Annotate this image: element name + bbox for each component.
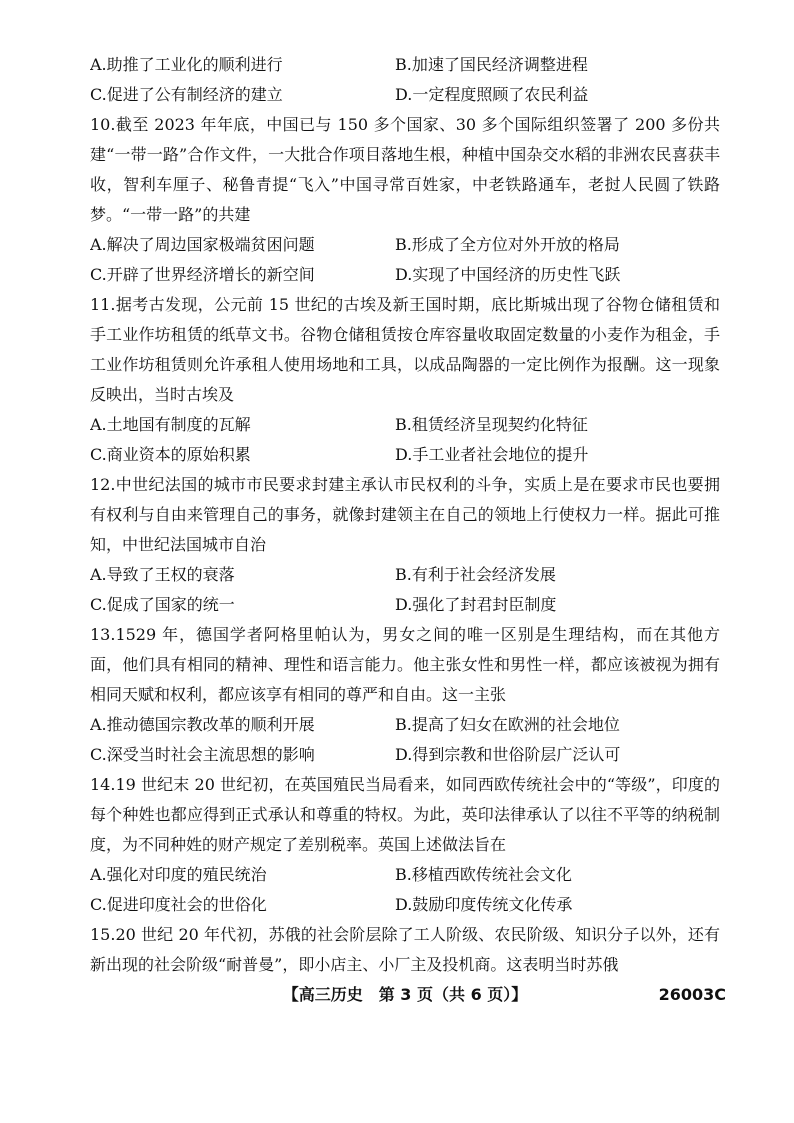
q14-options-row-2 [90, 890, 720, 920]
q13-stem: 13.1529 年，德国学者阿格里帕认为，男女之间的唯一区别是生理结构，而在其他方面，他们具有相同的精神、理性和语言能力。他主张女性和男性一样，都应该被视为拥有相同天赋和权利，都应该享有相同的尊严和自由。这一主张 [90, 625, 720, 704]
q9-option-d[interactable]: D.一定程度照顾了农民利益 [395, 85, 589, 104]
q12-stem: 12.中世纪法国的城市市民要求封建主承认市民权利的斗争，实质上是在要求市民也要拥有权利与自由来管理自己的事务，就像封建领主在自己的领地上行使权力一样。据此可推知，中世纪法国城市自治 [90, 475, 720, 554]
q10-stem: 10.截至 2023 年年底，中国已与 150 多个国家、30 多个国际组织签署了 200 多份共建“一带一路”合作文件，一大批合作项目落地生根，种植中国杂交水稻的非洲农民喜获丰收，智利车厘子、秘鲁青提“飞入”中国寻常百姓家，中老铁路通车，老挝人民圆了铁路梦。“一带一路”的共建 [90, 115, 720, 224]
q9-option-c[interactable]: C.促进了公有制经济的建立 [90, 85, 283, 104]
q11-options-row-1 [90, 410, 720, 440]
q13-option-d[interactable]: D.得到宗教和世俗阶层广泛认可 [395, 745, 621, 764]
q10-option-a[interactable]: A.解决了周边国家极端贫困问题 [90, 235, 315, 254]
q11-option-c[interactable]: C.商业资本的原始积累 [90, 445, 251, 464]
footer-page-label: 【高三历史 第 3 页（共 6 页）】 [282, 985, 528, 1004]
q15-stem: 15.20 世纪 20 年代初，苏俄的社会阶层除了工人阶级、农民阶级、知识分子以外，还有新出现的社会阶级“耐普曼”，即小店主、小厂主及投机商。这表明当时苏俄 [90, 925, 720, 974]
footer-exam-code: 26003C [658, 985, 726, 1004]
q14-option-d[interactable]: D.鼓励印度传统文化传承 [395, 895, 573, 914]
q10-option-c[interactable]: C.开辟了世界经济增长的新空间 [90, 265, 315, 284]
q11-stem: 11.据考古发现，公元前 15 世纪的古埃及新王国时期，底比斯城出现了谷物仓储租赁和手工业作坊租赁的纸草文书。谷物仓储租赁按仓库容量收取固定数量的小麦作为租金，手工业作坊租赁则允许承租人使用场地和工具，以成品陶器的一定比例作为报酬。这一现象反映出，当时古埃及 [90, 295, 720, 404]
q10-options-row-1 [90, 230, 720, 260]
q12-options-row-1 [90, 560, 720, 590]
q13-option-c[interactable]: C.深受当时社会主流思想的影响 [90, 745, 315, 764]
q13-options-row-2 [90, 740, 720, 770]
q11-option-b[interactable]: B.租赁经济呈现契约化特征 [395, 415, 588, 434]
q11-option-d[interactable]: D.手工业者社会地位的提升 [395, 445, 589, 464]
q12-options-row-2 [90, 590, 720, 620]
q9-options-row-2 [90, 80, 720, 110]
q9-option-a[interactable]: A.助推了工业化的顺利进行 [90, 55, 283, 74]
q11-options-row-2 [90, 440, 720, 470]
q12-option-b[interactable]: B.有利于社会经济发展 [395, 565, 556, 584]
q14-option-a[interactable]: A.强化对印度的殖民统治 [90, 865, 267, 884]
q12-option-a[interactable]: A.导致了王权的衰落 [90, 565, 235, 584]
q14-stem: 14.19 世纪末 20 世纪初，在英国殖民当局看来，如同西欧传统社会中的“等级”，印度的每个种姓也都应得到正式承认和尊重的特权。为此，英印法律承认了以往不平等的纳税制度，为不同种姓的财产规定了差别税率。英国上述做法旨在 [90, 775, 720, 854]
q14-options-row-1 [90, 860, 720, 890]
q10-option-b[interactable]: B.形成了全方位对外开放的格局 [395, 235, 620, 254]
q13-option-a[interactable]: A.推动德国宗教改革的顺利开展 [90, 715, 315, 734]
q12-option-c[interactable]: C.促成了国家的统一 [90, 595, 235, 614]
question-content [90, 50, 720, 980]
q13-option-b[interactable]: B.提高了妇女在欧洲的社会地位 [395, 715, 620, 734]
q10-option-d[interactable]: D.实现了中国经济的历史性飞跃 [395, 265, 621, 284]
q9-option-b[interactable]: B.加速了国民经济调整进程 [395, 55, 588, 74]
q9-options-row-1 [90, 50, 720, 80]
q10-options-row-2 [90, 260, 720, 290]
q13-options-row-1 [90, 710, 720, 740]
q11-option-a[interactable]: A.土地国有制度的瓦解 [90, 415, 251, 434]
q14-option-c[interactable]: C.促进印度社会的世俗化 [90, 895, 267, 914]
q12-option-d[interactable]: D.强化了封君封臣制度 [395, 595, 557, 614]
page-footer [90, 982, 726, 1008]
q14-option-b[interactable]: B.移植西欧传统社会文化 [395, 865, 572, 884]
